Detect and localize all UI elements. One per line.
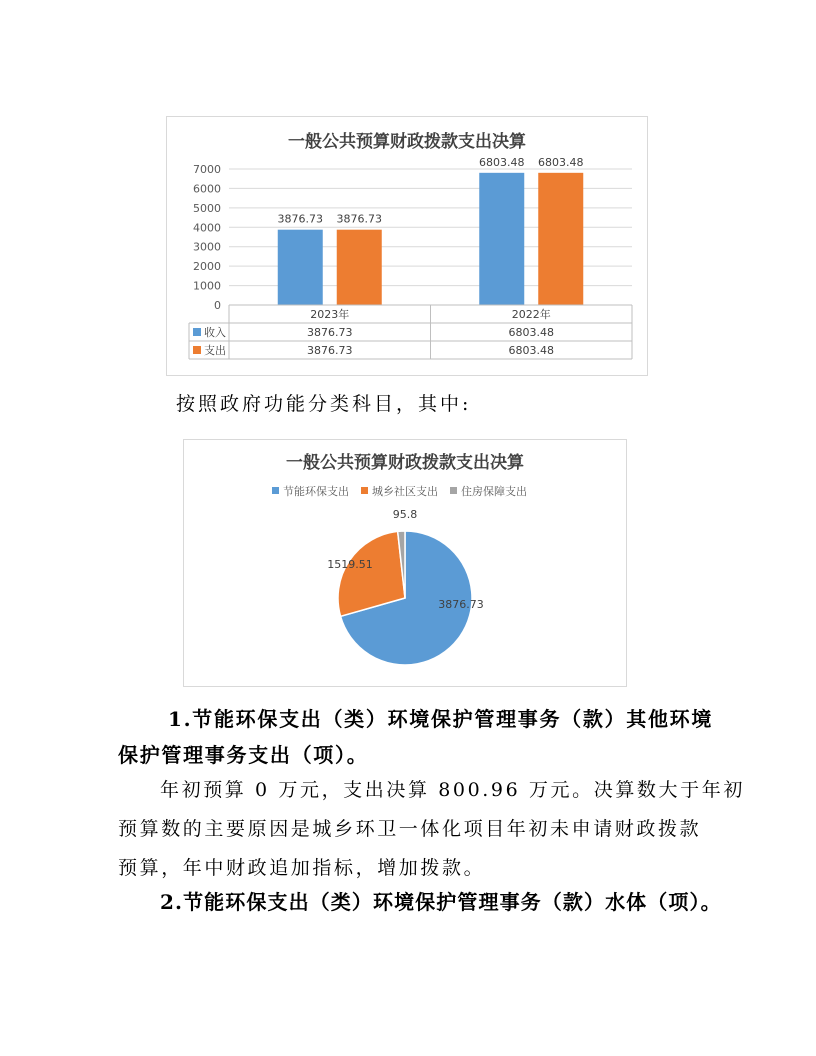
table-cell: 6803.48 [508, 326, 554, 339]
paragraph-1-line-1: 年初预算 0 万元，支出决算 800.96 万元。决算数大于年初 [160, 779, 745, 801]
y-tick-label: 5000 [193, 201, 221, 215]
heading-2: 2.节能环保支出（类）环境保护管理事务（款）水体（项）。 [160, 890, 722, 914]
table-cell: 6803.48 [508, 344, 554, 357]
legend-label: 城乡社区支出 [372, 485, 438, 498]
bar-value-label: 6803.48 [538, 155, 584, 169]
legend-key [272, 487, 279, 494]
bar-income [479, 173, 524, 305]
y-tick-label: 0 [214, 299, 221, 312]
bar-income [278, 230, 323, 305]
table-cell: 3876.73 [307, 344, 353, 357]
heading-1-line-1: 1.节能环保支出（类）环境保护管理事务（款）其他环境 [168, 707, 714, 731]
bar-chart [167, 117, 647, 375]
bar-expense [538, 173, 583, 305]
legend-key [361, 487, 368, 494]
y-tick-label: 4000 [193, 221, 221, 235]
x-category-label: 2023年 [310, 308, 350, 321]
paragraph-1-line-3: 预算，年中财政追加指标，增加拨款。 [118, 857, 486, 879]
legend-label: 住房保障支出 [461, 485, 527, 498]
bar-value-label: 3876.73 [277, 212, 323, 226]
series-name: 收入 [204, 326, 226, 339]
y-tick-label: 6000 [193, 182, 221, 196]
x-category-label: 2022年 [511, 308, 551, 321]
table-cell: 3876.73 [307, 326, 353, 339]
bar-chart-title: 一般公共预算财政拨款支出决算 [288, 132, 526, 152]
legend-label: 节能环保支出 [283, 485, 349, 498]
series-name: 支出 [204, 344, 226, 357]
bar-chart-panel [166, 116, 648, 376]
legend-key [450, 487, 457, 494]
bar-expense [337, 230, 382, 305]
intro-text: 按照政府功能分类科目，其中: [176, 393, 472, 415]
pie-chart-panel [183, 439, 627, 687]
bar-value-label: 3876.73 [336, 212, 382, 226]
paragraph-1-line-2: 预算数的主要原因是城乡环卫一体化项目年初未申请财政拨款 [118, 818, 702, 840]
pie-chart-title: 一般公共预算财政拨款支出决算 [286, 453, 524, 473]
y-tick-label: 1000 [193, 279, 221, 293]
y-tick-label: 2000 [193, 260, 221, 274]
bar-value-label: 6803.48 [479, 155, 525, 169]
pie-value-label: 95.8 [392, 508, 418, 521]
y-tick-label: 3000 [193, 240, 221, 254]
pie-chart [184, 440, 626, 686]
pie-value-label: 3876.73 [438, 598, 484, 611]
heading-1-line-2: 保护管理事务支出（项）。 [118, 743, 369, 767]
legend-key [193, 346, 201, 354]
pie-value-label: 1519.51 [327, 558, 373, 571]
y-tick-label: 7000 [193, 163, 221, 176]
legend-key [193, 328, 201, 336]
